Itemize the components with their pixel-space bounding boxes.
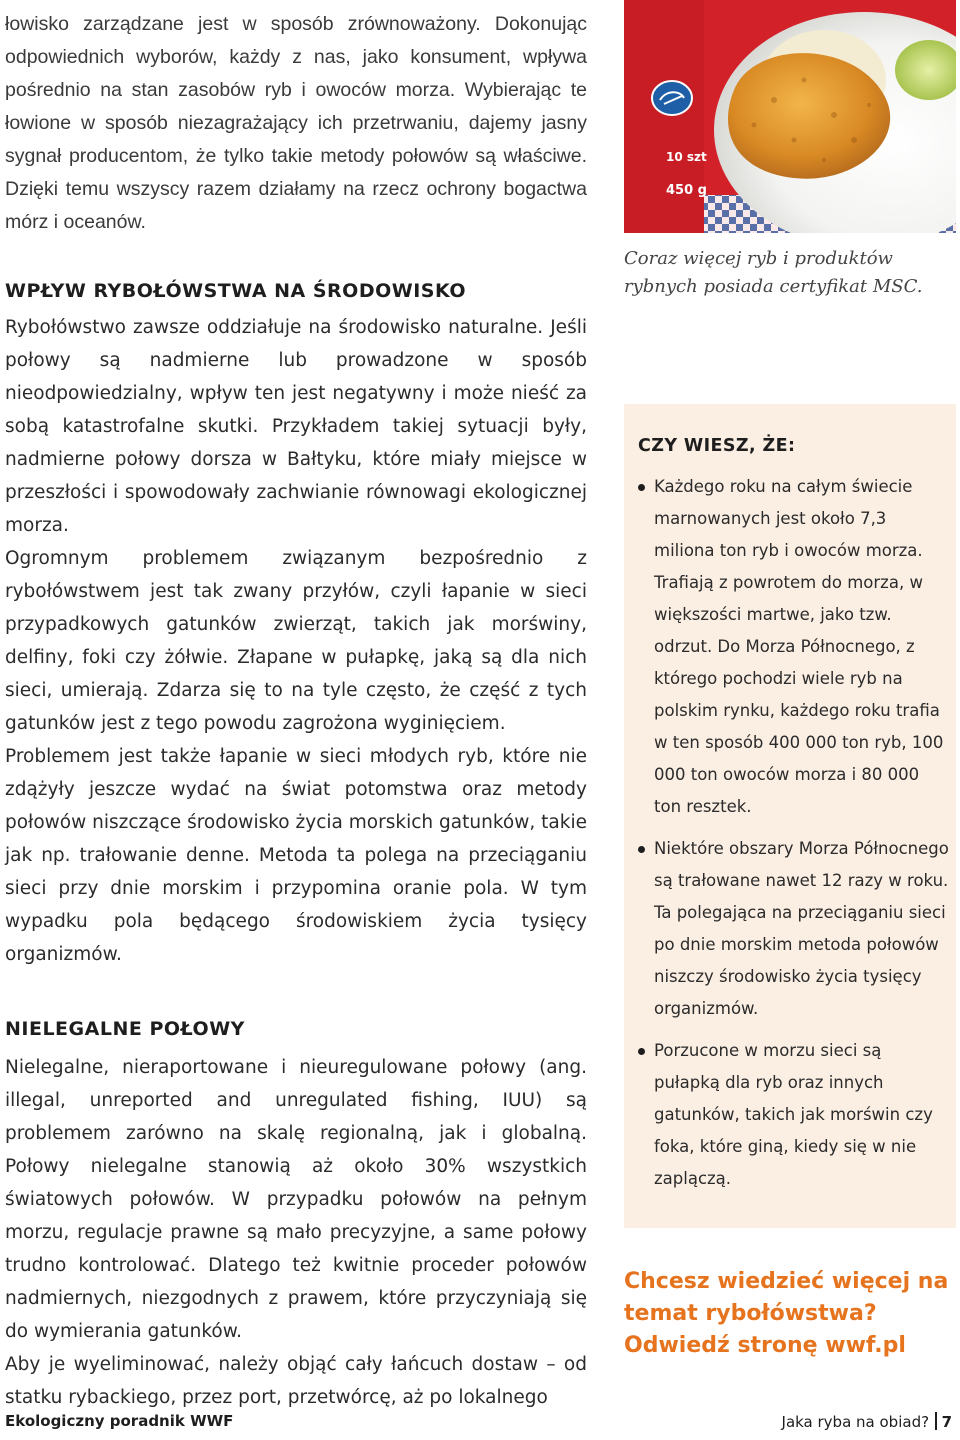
fact-text: Porzucone w morzu sieci są pułapką dla ryb oraz innych gatunków, takich jak morświn czy foka, które giną, kiedy się w nie zaplączą. [654, 1041, 933, 1188]
fact-list [638, 471, 950, 1205]
did-you-know-title: CZY WIESZ, ŻE: [638, 436, 796, 456]
fact-item [638, 471, 950, 823]
bullet-icon [638, 1048, 645, 1055]
section-heading-impact: WPŁYW RYBOŁÓWSTWA NA ŚRODOWISKO [5, 280, 466, 302]
fact-text: Niektóre obszary Morza Północnego są trałowane nawet 12 razy w roku. Ta polegająca na przeciąganiu sieci po dnie morskim metoda połowów niszczy środowisko życia tysięcy organizmów. [654, 839, 949, 1018]
fact-item [638, 1035, 950, 1195]
did-you-know-box [624, 404, 956, 1228]
product-package-illustration [624, 0, 956, 233]
photo-caption: Coraz więcej ryb i produktów rybnych posiada certyfikat MSC. [624, 248, 923, 297]
impact-paragraph-3: Problemem jest także łapanie w sieci młodych ryb, które nie zdążyły jeszcze wydać na świat potomstwa oraz metody połowów niszczące środowisko życia morskich gatunków, takie jak np. trałowanie denne. Metoda ta polega na przeciąganiu sieci przy dnie morskim i przypomina oranie pola. W tym wypadku pola będącego środowiskiem życia tysięcy organizmów. [5, 746, 587, 965]
package-weight-label: 450 g [666, 183, 707, 198]
msc-logo-icon [652, 81, 692, 115]
impact-paragraph-1: Rybołówstwo zawsze oddziałuje na środowisko naturalne. Jeśli połowy są nadmierne lub prowadzone w sposób nieodpowiedzialny, wpływ ten jest negatywny i może nieść za sobą katastrofalne skutki. Przykładem takiej sytuacji były, nadmierne połowy dorsza w Bałtyku, które miały miejsce w przeszłości i spowodowały zachwianie równowagi ekologicznej morza. [5, 317, 587, 536]
fact-item [638, 833, 950, 1025]
msc-product-photo [624, 0, 956, 233]
bullet-icon [638, 846, 645, 853]
impact-paragraph-2: Ogromnym problemem związanym bezpośrednio z rybołówstwem jest tak zwany przyłów, czyli łapanie w sieci przypadkowych gatunków zwierząt, takich jak morświny, delfiny, foki czy żółwie. Złapane w pułapkę, jaką są dla nich sieci, umierają. Zdarza się to na tyle często, że część z tych gatunków jest z tego powodu zagrożona wyginięciem. [5, 548, 587, 734]
footer-section-title: Jaka ryba na obiad? [781, 1413, 930, 1431]
bullet-icon [638, 484, 645, 491]
learn-more-callout: Chcesz wiedzieć więcej na temat rybołówstwa? Odwiedź stronę wwf.pl [624, 1269, 949, 1358]
page-number: 7 [941, 1413, 952, 1431]
footer-page-info [782, 1412, 952, 1431]
intro-paragraph: łowisko zarządzane jest w sposób zrównoważony. Dokonując odpowiednich wyborów, każdy z nas, jako konsument, wpływa pośrednio na stan zasobów ryb i owoców morza. Wybierając te łowione w sposób niezagrażający ich przetrwaniu, dajemy jasny sygnał producentom, że tylko takie metody połowów są właściwe. Dzięki temu wszyscy razem działamy na rzecz ochrony bogactwa mórz i oceanów. [5, 13, 587, 233]
footer-divider [935, 1412, 937, 1430]
illegal-paragraph-2: Aby je wyeliminować, należy objąć cały łańcuch dostaw – od statku rybackiego, przez port, przetwórcę, aż po lokalnego [5, 1354, 587, 1408]
illegal-paragraph-1: Nielegalne, nieraportowane i nieuregulowane połowy (ang. illegal, unreported and unregulated fishing, IUU) są problemem zarówno na skalę regionalną, jak i globalną. Połowy nielegalne stanowią aż około 30% wszystkich światowych połowów. W przypadku połowów na pełnym morzu, regulacje prawne są mało precyzyjne, a same połowy trudno kontrolować. Dlatego też kwitnie proceder połowów nadmiernych, niezgodnych z prawem, które przyczyniają się do wymierania gatunków. [5, 1057, 587, 1342]
package-count-label: 10 szt [666, 150, 707, 164]
footer-publication-title: Ekologiczny poradnik WWF [5, 1412, 234, 1430]
section-heading-illegal: NIELEGALNE POŁOWY [5, 1018, 245, 1040]
fact-text: Każdego roku na całym świecie marnowanych jest około 7,3 miliona ton ryb i owoców morza. Trafiają z powrotem do morza, w większości martwe, jako tzw. odrzut. Do Morza Północnego, z którego pochodzi wiele ryb na polskim rynku, każdego roku trafia w ten sposób 400 000 ton ryb, 100 000 ton owoców morza i 80 000 ton resztek. [654, 477, 944, 816]
article-column [5, 8, 587, 1414]
